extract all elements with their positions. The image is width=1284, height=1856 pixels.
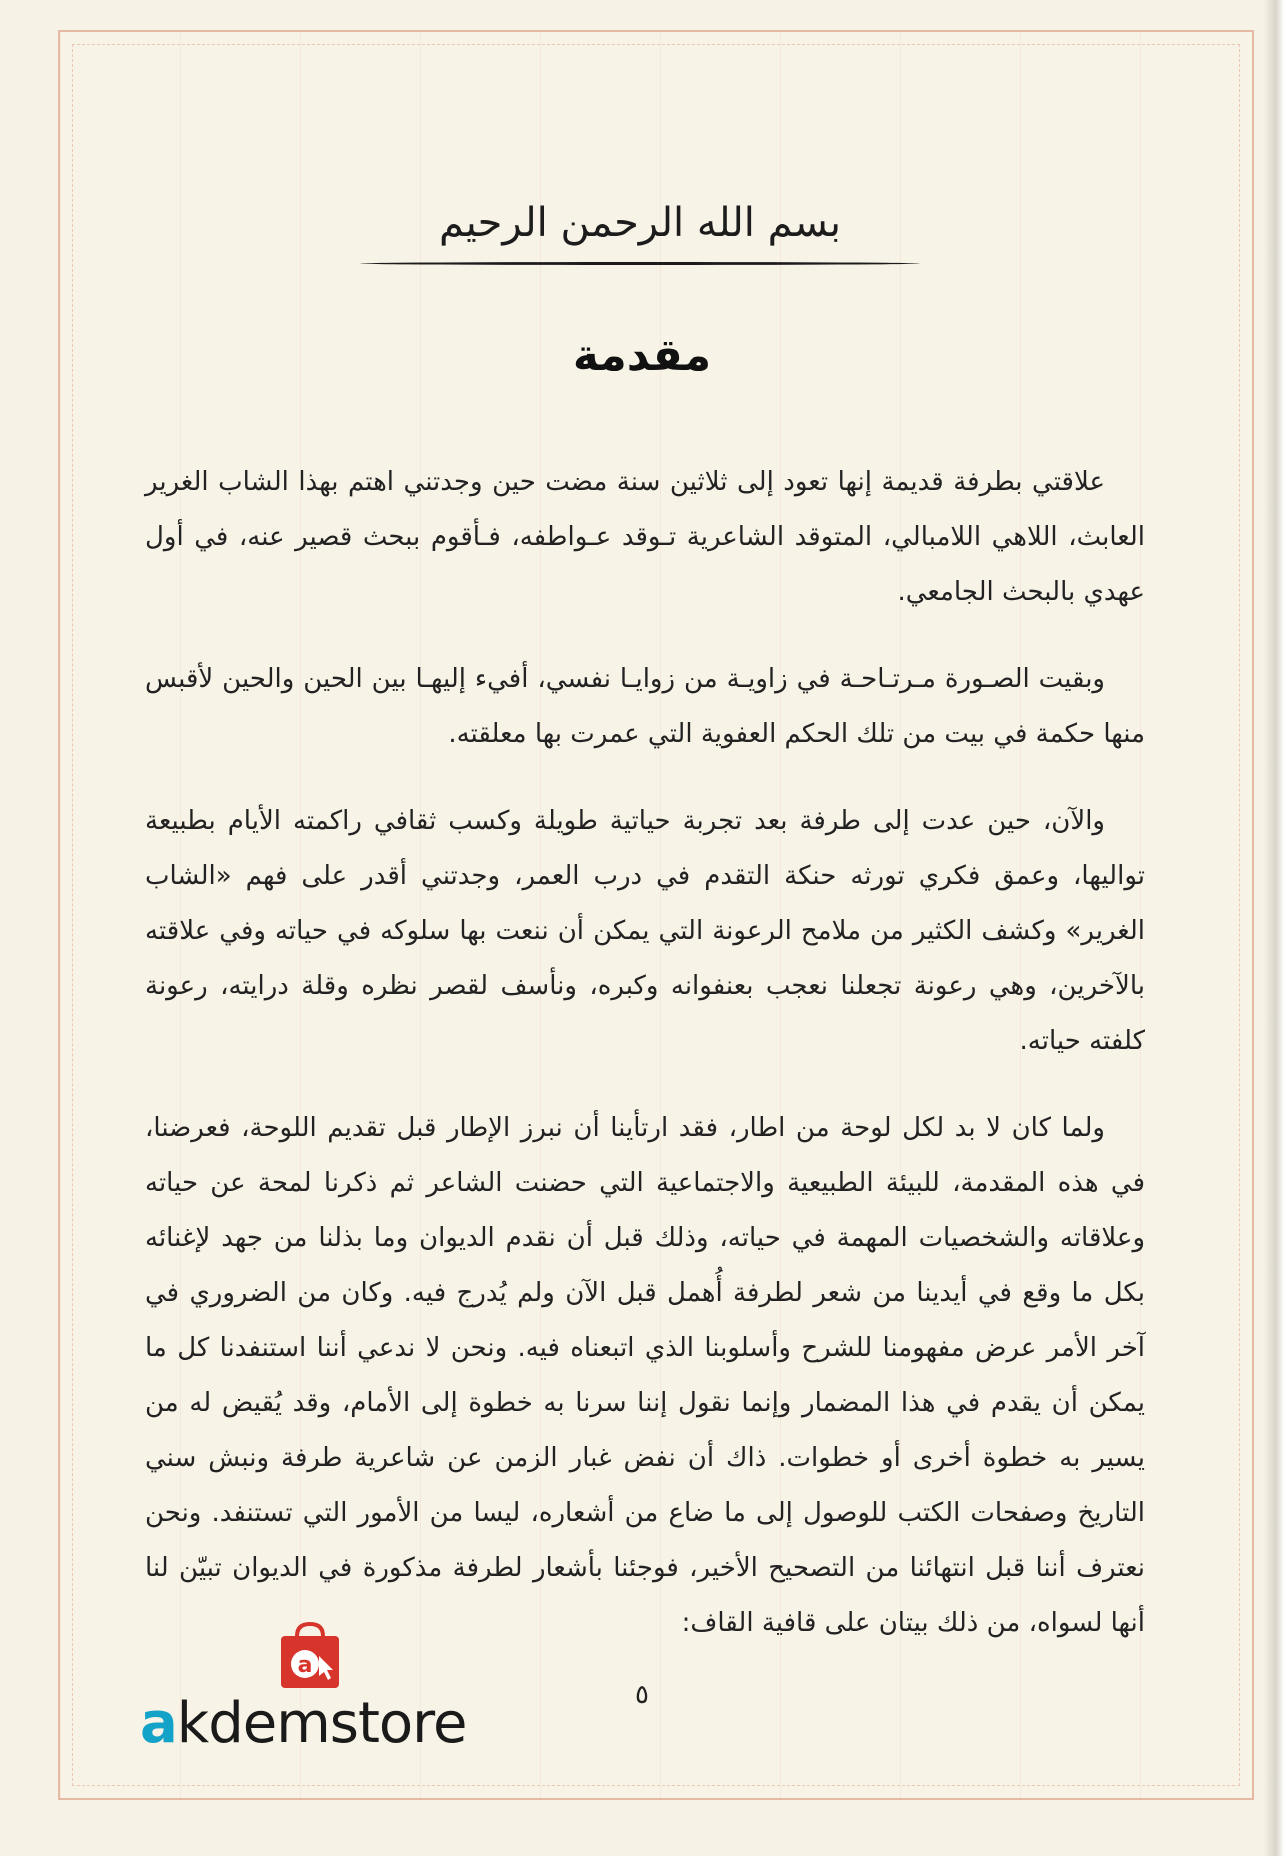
basmala-calligraphy-stroke [360,262,920,265]
svg-text:a: a [297,1653,313,1678]
akdemstore-watermark [140,1620,500,1760]
page-edge-shadow [1264,0,1284,1856]
paragraph-1: علاقتي بطرفة قديمة إنها تعود إلى ثلاثين سنة مضت حين وجدتني اهتم بهذا الشاب الغرير العابث، اللاهي اللامبالي، المتوقد الشاعرية تـوقد عـواطفه، فـأقوم ببحث قصير عنه، في أول عهدي بالبحث الجامعي. [145,467,1145,607]
akdemstore-wordmark: akdemstore [140,1691,467,1756]
paragraph-2: وبقيت الصـورة مـرتـاحـة في زاويـة من زوايـا نفسي، أفيء إليهـا بين الحين والحين لأقبس منها حكمة في بيت من تلك الحكم العفوية التي عمرت بها معلقته. [145,664,1145,749]
paragraph-3: والآن، حين عدت إلى طرفة بعد تجربة حياتية طويلة وكسب ثقافي راكمته الأيام بطبيعة تواليها، وعمق فكري تورثه حنكة التقدم في درب العمر، وجدتني أقدر على فهم «الشاب الغرير» وكشف الكثير من ملامح الرعونة التي يمكن أن ننعت بها سلوكه في حياته وفي علاقته بالآخرين، وهي رعونة تجعلنا نعجب بعنفوانه وكبره، ونأسف لقصر نظره وقلة درايته، رعونة كلفته حياته. [145,806,1145,1056]
shopping-bag-icon [275,1620,345,1692]
page-number: ٥ [635,1680,649,1710]
paragraph-4: ولما كان لا بد لكل لوحة من اطار، فقد ارتأينا أن نبرز الإطار قبل تقديم اللوحة، فعرضنا، في هذه المقدمة، للبيئة الطبيعية والاجتماعية التي حضنت الشاعر ثم ذكرنا لمحة عن حياته وعلاقاته والشخصيات المهمة في حياته، وذلك قبل أن نقدم الديوان وما بذلنا من جهد لإغنائه بكل ما وقع في أيدينا من شعر لطرفة أُهمل قبل الآن ولم يُدرج فيه. وكان من الضروري في آخر الأمر عرض مفهومنا للشرح وأسلوبنا الذي اتبعناه فيه. ونحن لا ندعي أننا استنفدنا كل ما يمكن أن يقدم في هذا المضمار وإنما نقول إننا سرنا به خطوة إلى الأمام، وقد يُقيض له من يسير به خطوة أخرى أو خطوات. ذاك أن نفض غبار الزمن عن شاعرية طرفة ونبش سني التاريخ وصفحات الكتب للوصول إلى ما ضاع من أشعاره، ليسا من الأمور التي تستنفد. ونحن نعترف أننا قبل انتهائنا من التصحيح الأخير، فوجئنا بأشعار لطرفة مذكورة في الديوان تبيّن لنا أنها لسواه، من ذلك بيتان على قافية القاف: [145,1113,1145,1638]
body-text [145,455,1145,1683]
basmala-heading: بسم الله الرحمن الرحيم [438,200,842,246]
page-title: مقدمة [572,330,712,381]
